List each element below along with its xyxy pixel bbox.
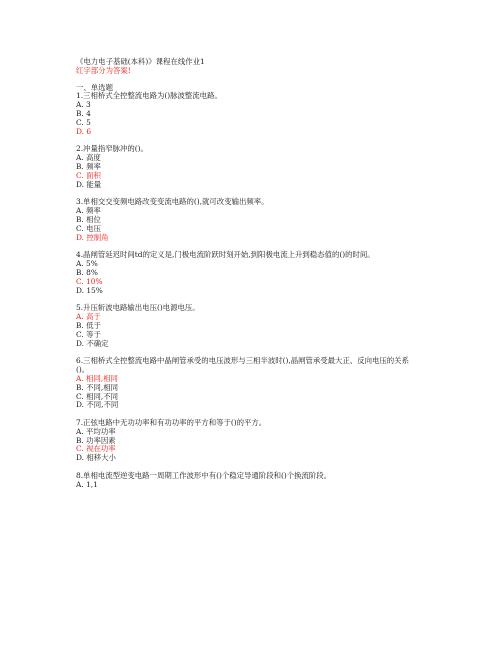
question-list	[76, 92, 436, 489]
option: A. 1,1	[76, 479, 98, 489]
answer-option: C. 10%	[76, 276, 103, 286]
question-text: 3.单相交交变频电路改变变流电路的(),就可改变输出频率。	[76, 197, 269, 207]
question-block	[76, 92, 436, 136]
question-block	[76, 198, 436, 242]
question-text: 2.冲量指窄脉冲的()。	[76, 144, 148, 154]
answer-option: C. 视在功率	[76, 444, 116, 454]
answer-option: A. 相同,相同	[76, 373, 118, 383]
section-heading: 一、单选题	[76, 82, 113, 92]
question-text: 7.正弦电路中无功功率和有功功率的平方和等于()的平方。	[76, 418, 267, 428]
option: B. 频率	[76, 161, 101, 171]
answer-note: 红字部分为答案!	[76, 65, 131, 75]
question-block	[76, 251, 436, 295]
question-text: 1.三相桥式全控整流电路为()脉波整流电路。	[76, 91, 222, 101]
question-text: 5.升压斩波电路输出电压()电源电压。	[76, 303, 200, 313]
option: C. 电压	[76, 223, 101, 233]
question-text: 8.单相电流型逆变电路一周期工作波形中有()个稳定导通阶段和()个换流阶段。	[76, 471, 332, 481]
question-block	[76, 145, 436, 189]
option: B. 低于	[76, 320, 101, 330]
question-block	[76, 472, 436, 490]
question-text: 4.晶闸管延迟时间td的定义是,门极电流阶跃时刻开始,到阳极电流上升到稳态值的()的时间。	[76, 250, 375, 260]
option: C. 5	[76, 117, 91, 127]
option: C. 等于	[76, 329, 101, 339]
option: D. 不确定	[76, 338, 109, 348]
option: A. 高度	[76, 153, 101, 163]
option: A. 3	[76, 100, 91, 110]
option: B. 相位	[76, 214, 101, 224]
option: B. 不同,相同	[76, 382, 119, 392]
document-title: 《电力电子基础(本科)》课程在线作业1	[76, 57, 205, 66]
question-text: 6.三相桥式全控整流电路中晶闸管承受的电压波形与三相半波时(),晶闸管承受最大正、反向电压的关系()。	[76, 356, 409, 375]
question-block	[76, 304, 436, 348]
option: B. 8%	[76, 267, 98, 277]
document-body	[76, 58, 436, 490]
option: A. 平均功率	[76, 426, 116, 436]
answer-option: D. 6	[76, 126, 92, 136]
option: D. 能量	[76, 179, 102, 189]
question-block	[76, 419, 436, 463]
option: D. 不同,不同	[76, 400, 119, 410]
answer-option: A. 高于	[76, 312, 101, 322]
option: A. 5%	[76, 259, 98, 269]
option: B. 4	[76, 108, 91, 118]
option: D. 相移大小	[76, 453, 116, 463]
answer-option: C. 面积	[76, 170, 101, 180]
question-block	[76, 357, 436, 410]
option: D. 15%	[76, 285, 103, 295]
option: C. 相同,不同	[76, 391, 119, 401]
answer-option: D. 控制角	[76, 232, 109, 242]
option: A. 频率	[76, 206, 101, 216]
option: B. 功率因素	[76, 435, 116, 445]
